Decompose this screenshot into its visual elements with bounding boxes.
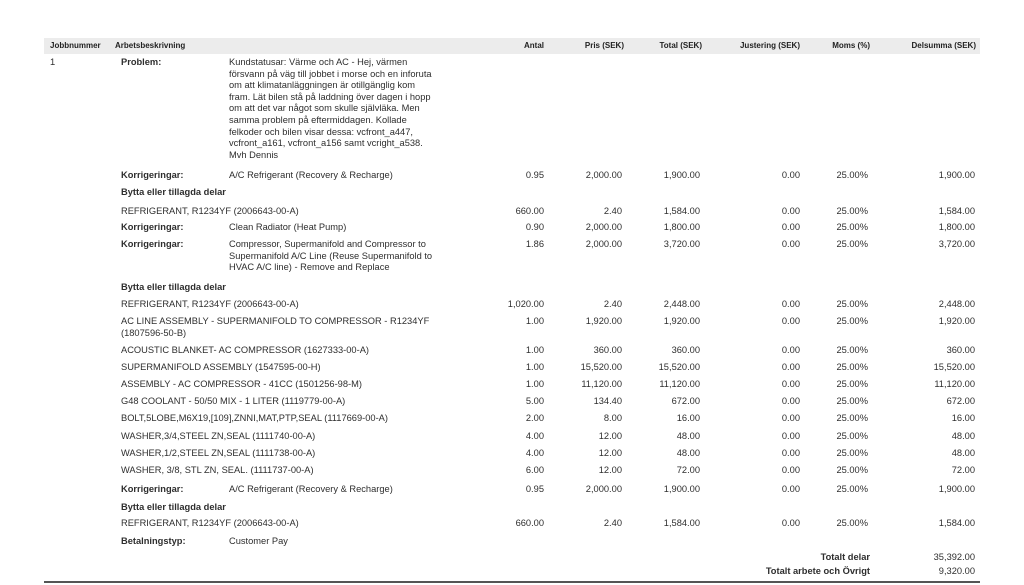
cell-vat: 25.00% [836,170,868,180]
cell-qty: 660.00 [515,206,544,216]
cell-adj: 0.00 [781,431,800,441]
cell-sub: 1,900.00 [938,170,975,180]
cell-adj: 0.00 [781,396,800,406]
cell-adj: 0.00 [781,518,800,528]
row-description: Customer Pay [229,536,288,546]
cell-price: 2.40 [603,206,622,216]
cell-price: 11,120.00 [581,379,622,389]
cell-total: 672.00 [671,396,700,406]
row-description: Clean Radiator (Heat Pump) [229,222,347,232]
cell-total: 1,584.00 [663,518,700,528]
cell-price: 15,520.00 [580,362,622,372]
problem-label: Problem: [121,57,162,67]
cell-total: 48.00 [676,448,700,458]
cell-price: 2,000.00 [585,222,622,232]
cell-total: 1,584.00 [663,206,700,216]
cell-total: 2,448.00 [663,299,700,309]
cell-total: 48.00 [676,431,700,441]
cell-total: 1,800.00 [663,222,700,232]
cell-sub: 1,584.00 [938,518,975,528]
cell-sub: 3,720.00 [938,239,975,249]
cell-price: 2,000.00 [585,170,622,180]
row-description: A/C Refrigerant (Recovery & Recharge) [229,170,393,180]
cell-adj: 0.00 [781,362,800,372]
cell-sub: 48.00 [951,431,975,441]
cell-sub: 1,584.00 [938,206,975,216]
cell-vat: 25.00% [836,465,868,475]
section-heading: Bytta eller tillagda delar [121,187,226,197]
cell-total: 360.00 [671,345,700,355]
cell-vat: 25.00% [836,484,868,494]
cell-sub: 672.00 [946,396,975,406]
cell-vat: 25.00% [836,299,868,309]
cell-qty: 0.90 [525,222,544,232]
cell-qty: 1.86 [525,239,544,249]
cell-adj: 0.00 [781,299,800,309]
cell-qty: 1.00 [525,379,544,389]
cell-sub: 360.00 [946,345,975,355]
cell-vat: 25.00% [836,431,868,441]
cell-vat: 25.00% [836,448,868,458]
cell-vat: 25.00% [836,518,868,528]
row-label: Korrigeringar: [121,222,184,232]
cell-vat: 25.00% [836,362,868,372]
cell-adj: 0.00 [781,316,800,326]
bottom-divider [44,581,980,583]
cell-vat: 25.00% [836,206,868,216]
cell-total: 1,900.00 [663,484,700,494]
cell-price: 134.40 [593,396,622,406]
cell-price: 8.00 [603,413,622,423]
cell-adj: 0.00 [781,239,800,249]
part-name: ASSEMBLY - AC COMPRESSOR - 41CC (1501256-98-M) [121,379,362,389]
cell-qty: 1.00 [525,362,544,372]
cell-qty: 660.00 [515,518,544,528]
cell-qty: 1.00 [525,345,544,355]
cell-adj: 0.00 [781,413,800,423]
row-label: Korrigeringar: [121,484,184,494]
cell-total: 15,520.00 [658,362,700,372]
cell-total: 72.00 [676,465,700,475]
col-price: Pris (SEK) [584,41,624,50]
part-name: WASHER, 3/8, STL ZN, SEAL. (1111737-00-A) [121,465,314,475]
cell-vat: 25.00% [836,222,868,232]
cell-vat: 25.00% [836,239,868,249]
job-number: 1 [50,57,56,67]
cell-qty: 5.00 [525,396,544,406]
cell-qty: 0.95 [525,484,544,494]
total-labor-label: Totalt arbete och Övrigt [765,566,870,576]
part-name: REFRIGERANT, R1234YF (2006643-00-A) [121,299,299,309]
cell-adj: 0.00 [781,448,800,458]
cell-qty: 4.00 [525,448,544,458]
cell-adj: 0.00 [781,465,800,475]
cell-total: 11,120.00 [659,379,700,389]
col-work-description: Arbetsbeskrivning [115,41,186,50]
cell-price: 2,000.00 [585,239,622,249]
cell-total: 3,720.00 [663,239,700,249]
col-vat: Moms (%) [832,41,870,50]
cell-price: 12.00 [598,431,622,441]
cell-vat: 25.00% [836,345,868,355]
cell-adj: 0.00 [781,345,800,355]
row-description: A/C Refrigerant (Recovery & Recharge) [229,484,393,494]
cell-qty: 0.95 [525,170,544,180]
cell-price: 2.40 [603,518,622,528]
cell-adj: 0.00 [781,379,800,389]
cell-vat: 25.00% [836,413,868,423]
cell-price: 12.00 [598,465,622,475]
cell-vat: 25.00% [836,396,868,406]
section-heading: Bytta eller tillagda delar [121,502,226,512]
col-job-number: Jobbnummer [50,41,101,50]
cell-qty: 1,020.00 [507,299,544,309]
cell-vat: 25.00% [836,379,868,389]
cell-price: 2.40 [603,299,622,309]
col-total: Total (SEK) [659,41,702,50]
table-header [44,38,980,54]
cell-sub: 1,900.00 [938,484,975,494]
cell-qty: 6.00 [525,465,544,475]
cell-sub: 11,120.00 [934,379,975,389]
cell-sub: 48.00 [951,448,975,458]
cell-vat: 25.00% [836,316,868,326]
part-name: ACOUSTIC BLANKET- AC COMPRESSOR (1627333-00-A) [121,345,369,355]
part-name: SUPERMANIFOLD ASSEMBLY (1547595-00-H) [121,362,321,372]
problem-text: Kundstatusar: Värme och AC - Hej, värmen försvann på väg till jobbet i morse och en inforuta om att klimatanläggningen är otillgänglig kom fram. Lät bilen stå på laddning över dagen i hopp om att det var något som skulle självläka. Men samma problem på eftermiddagen. Kollade felkoder och bilen visar dessa: vcfront_a447, vcfront_a161, vcfront_a156 samt vcright_a538. Mvh Dennis [229,57,432,160]
part-name: G48 COOLANT - 50/50 MIX - 1 LITER (1119779-00-A) [121,396,346,406]
row-label: Betalningstyp: [121,536,186,546]
col-quantity: Antal [524,41,544,50]
total-labor-value: 9,320.00 [938,566,975,576]
cell-qty: 4.00 [525,431,544,441]
cell-sub: 1,800.00 [938,222,975,232]
cell-price: 1,920.00 [585,316,622,326]
col-adjustment: Justering (SEK) [739,41,800,50]
row-label: Korrigeringar: [121,239,184,249]
cell-sub: 1,920.00 [938,316,975,326]
cell-qty: 2.00 [525,413,544,423]
cell-qty: 1.00 [525,316,544,326]
section-heading: Bytta eller tillagda delar [121,282,226,292]
cell-adj: 0.00 [781,170,800,180]
cell-total: 16.00 [676,413,700,423]
total-parts-label: Totalt delar [820,552,870,562]
cell-sub: 15,520.00 [933,362,975,372]
part-name: REFRIGERANT, R1234YF (2006643-00-A) [121,518,299,528]
row-description: Compressor, Supermanifold and Compressor to Supermanifold A/C Line (Reuse Supermanifold to HVAC A/C line) - Remove and Replace [229,239,433,273]
cell-price: 12.00 [598,448,622,458]
col-subtotal: Delsumma (SEK) [911,41,976,50]
cell-sub: 2,448.00 [938,299,975,309]
cell-adj: 0.00 [781,206,800,216]
part-name: REFRIGERANT, R1234YF (2006643-00-A) [121,206,299,216]
cell-price: 360.00 [593,345,622,355]
part-name: WASHER,1/2,STEEL ZN,SEAL (1111738-00-A) [121,448,316,458]
cell-price: 2,000.00 [585,484,622,494]
cell-total: 1,900.00 [663,170,700,180]
part-name: BOLT,5LOBE,M6X19,[109],ZNNI,MAT,PTP,SEAL (1117669-00-A) [121,413,388,423]
part-name: WASHER,3/4,STEEL ZN,SEAL (1111740-00-A) [121,431,316,441]
cell-adj: 0.00 [781,484,800,494]
part-name: AC LINE ASSEMBLY - SUPERMANIFOLD TO COMPRESSOR - R1234YF (1807596-50-B) [121,316,430,338]
cell-total: 1,920.00 [663,316,700,326]
cell-adj: 0.00 [781,222,800,232]
total-parts-value: 35,392.00 [933,552,975,562]
cell-sub: 72.00 [951,465,975,475]
cell-sub: 16.00 [951,413,975,423]
row-label: Korrigeringar: [121,170,184,180]
